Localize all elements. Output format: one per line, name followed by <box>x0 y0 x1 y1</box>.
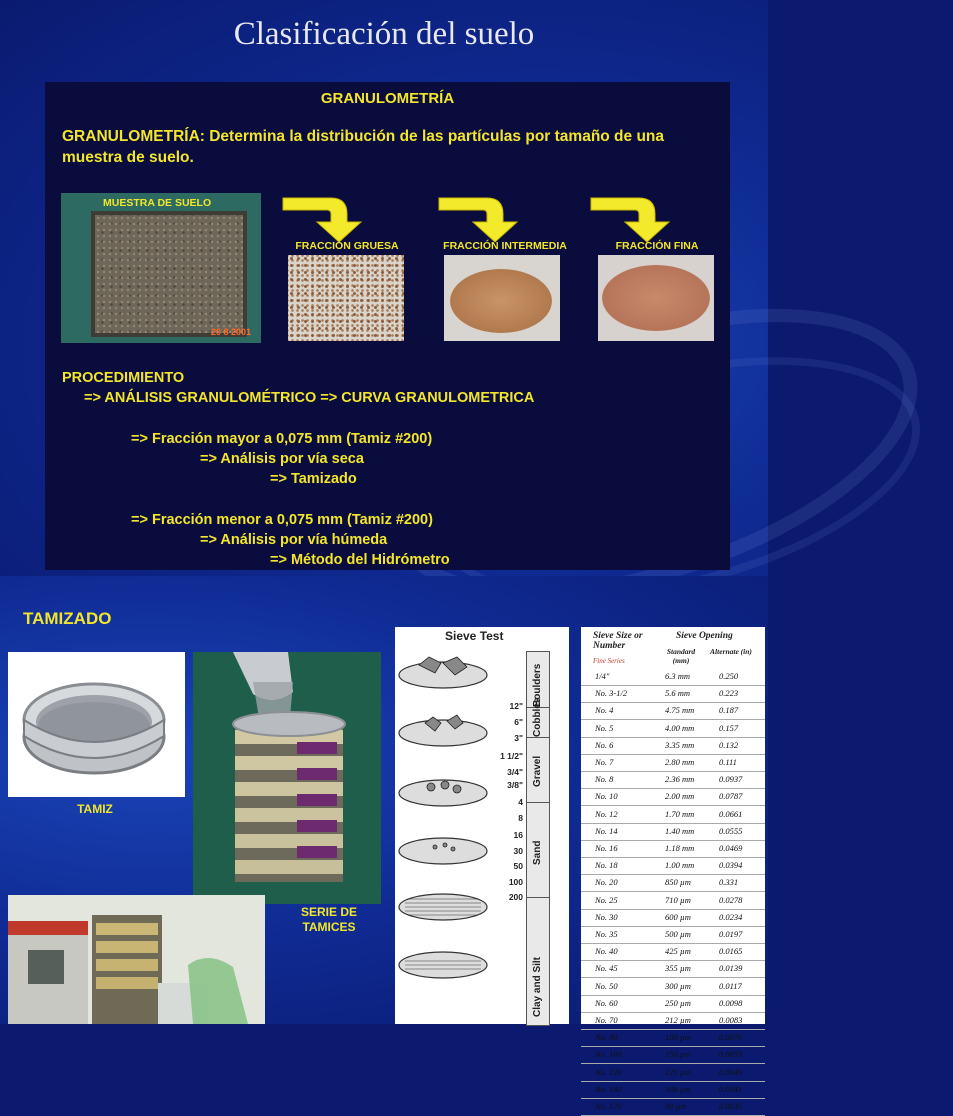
table-cell: No. 18 <box>595 860 618 871</box>
table-cell: No. 4 <box>595 705 614 716</box>
table-row <box>581 1098 765 1116</box>
table-cell: 0.0787 <box>719 791 743 802</box>
table-row <box>581 995 765 1013</box>
procedure-line: => Método del Hidrómetro <box>270 552 450 568</box>
table-cell: 0.0117 <box>719 980 742 991</box>
table-cell: 0.187 <box>719 705 739 716</box>
procedure-heading: PROCEDIMIENTO <box>62 370 185 386</box>
coarse-fraction-photo <box>288 255 404 341</box>
table-cell: 0.0937 <box>719 774 743 785</box>
table-cell: No. 3-1/2 <box>595 688 628 699</box>
table-row <box>581 892 765 910</box>
category-clay-silt: Clay and Silt <box>532 956 543 1017</box>
table-cell: 0.0139 <box>719 963 743 974</box>
table-cell: 0.0555 <box>719 825 743 836</box>
table-cell: 425 µm <box>665 946 691 957</box>
table-cell: 125 µm <box>665 1066 691 1077</box>
table-cell: 250 µm <box>665 997 691 1008</box>
table-cell: 0.250 <box>719 671 739 681</box>
sieve-series-photo <box>193 652 381 904</box>
table-row <box>581 943 765 961</box>
table-cell: 850 µm <box>665 877 691 888</box>
fraction-label-medium: FRACCIÓN INTERMEDIA <box>443 240 567 252</box>
table-cell: No. 25 <box>595 894 618 905</box>
caption-tamiz: TAMIZ <box>77 802 113 816</box>
arrow-icon <box>437 194 527 244</box>
fine-series-label: Fine Series <box>593 657 625 665</box>
table-row <box>581 926 765 944</box>
table-cell: 5.6 mm <box>665 688 691 699</box>
table-cell: 0.0234 <box>719 911 743 922</box>
table-cell: 1.18 mm <box>665 843 695 853</box>
tick-label: 100 <box>508 877 523 887</box>
table-header-size: Sieve Size or Number <box>593 631 643 651</box>
table-cell: 90 µm <box>665 1101 687 1111</box>
procedure-line: => Análisis por vía seca <box>200 451 364 467</box>
table-row <box>581 737 765 755</box>
table-cell: 1.70 mm <box>665 808 695 819</box>
table-cell: 1.40 mm <box>665 825 695 836</box>
table-cell: 0.0469 <box>719 843 743 853</box>
table-cell: 0.223 <box>719 688 739 699</box>
tick-label: 3/4" <box>507 767 523 777</box>
table-row <box>581 978 765 996</box>
table-cell: No. 120 <box>595 1066 622 1077</box>
table-cell: No. 20 <box>595 877 618 888</box>
table-row <box>581 720 765 738</box>
table-cell: No. 60 <box>595 997 618 1008</box>
table-cell: 106 µm <box>665 1083 691 1094</box>
table-row <box>581 806 765 824</box>
table-cell: 150 µm <box>665 1049 691 1060</box>
table-cell: No. 7 <box>595 757 614 767</box>
table-cell: 600 µm <box>665 911 691 922</box>
photo-date-stamp: 20 8 2001 <box>210 327 251 337</box>
table-cell: 2.00 mm <box>665 791 695 802</box>
table-cell: 300 µm <box>665 980 691 991</box>
table-cell: 1/4" <box>595 671 610 681</box>
table-header-opening: Sieve Opening <box>676 631 733 641</box>
table-row <box>581 823 765 841</box>
tick-label: 8 <box>518 813 523 823</box>
table-cell: 0.0661 <box>719 808 743 819</box>
table-row <box>581 685 765 703</box>
table-row <box>581 668 765 686</box>
category-sand: Sand <box>532 840 543 865</box>
table-row <box>581 702 765 720</box>
table-row <box>581 771 765 789</box>
table-cell: No. 80 <box>595 1032 618 1043</box>
medium-fraction-photo <box>444 255 560 341</box>
table-row <box>581 754 765 772</box>
tick-label: 6" <box>514 717 523 727</box>
tick-label: 30 <box>513 846 523 856</box>
table-cell: No. 100 <box>595 1049 622 1060</box>
tick-label: 50 <box>513 861 523 871</box>
procedure-line: => Tamizado <box>270 471 357 487</box>
table-row <box>581 1012 765 1030</box>
tick-label: 3" <box>514 733 523 743</box>
table-cell: No. 16 <box>595 843 618 853</box>
tick-label: 200 <box>508 892 523 902</box>
fine-fraction-photo <box>598 255 714 341</box>
tick-label: 12" <box>509 701 523 711</box>
arrow-icon <box>589 194 679 244</box>
sample-label: MUESTRA DE SUELO <box>103 197 212 209</box>
sieve-photo <box>8 652 185 797</box>
table-cell: No. 35 <box>595 929 618 939</box>
table-cell: No. 14 <box>595 825 618 836</box>
table-subheader-alternate: Alternate (in) <box>710 647 752 656</box>
slide-title: Clasificación del suelo <box>233 16 535 52</box>
table-cell: No. 10 <box>595 791 618 802</box>
table-cell: No. 6 <box>595 739 614 750</box>
procedure-line: => Análisis por vía húmeda <box>200 532 388 548</box>
table-cell: 0.0165 <box>719 946 743 957</box>
table-cell: 710 µm <box>665 894 691 905</box>
table-cell: No. 30 <box>595 911 618 922</box>
table-cell: No. 5 <box>595 722 614 733</box>
table-cell: 6.3 mm <box>665 671 691 681</box>
table-cell: 355 µm <box>665 963 691 974</box>
table-cell: 4.75 mm <box>665 705 695 716</box>
category-cobbles: Cobbles <box>532 697 543 737</box>
table-cell: 0.0059 <box>719 1049 743 1060</box>
sieve-size-table <box>581 627 765 1111</box>
table-cell: 4.00 mm <box>665 722 695 733</box>
tick-label: 1 1/2" <box>500 751 523 761</box>
table-row <box>581 1081 765 1099</box>
table-cell: 0.0394 <box>719 860 743 871</box>
table-cell: No. 170 <box>595 1101 622 1111</box>
granulometria-panel <box>45 82 730 570</box>
sieve-shaker-photo <box>8 895 265 1024</box>
tick-label: 3/8" <box>507 780 523 790</box>
table-cell: No. 50 <box>595 980 618 991</box>
table-cell: 0.0083 <box>719 1015 743 1025</box>
tick-label: 4 <box>518 797 523 807</box>
table-cell: 0.0035 <box>719 1101 743 1111</box>
table-cell: 0.0197 <box>719 929 743 939</box>
table-row <box>581 909 765 927</box>
procedure-line: => Fracción menor a 0,075 mm (Tamiz #200) <box>131 512 433 528</box>
soil-sample-photo <box>61 193 261 343</box>
table-cell: 0.111 <box>719 757 737 767</box>
table-cell: 0.0049 <box>719 1066 743 1077</box>
table-cell: 0.331 <box>719 877 739 888</box>
table-cell: 2.36 mm <box>665 774 695 785</box>
table-cell: No. 140 <box>595 1083 622 1094</box>
table-cell: 0.0098 <box>719 997 743 1008</box>
procedure-line: => ANÁLISIS GRANULOMÉTRICO => CURVA GRANULOMETRICA <box>84 390 535 406</box>
table-cell: 0.0278 <box>719 894 743 905</box>
table-row <box>581 1029 765 1047</box>
caption-serie: SERIE DE TAMICES <box>300 905 357 934</box>
table-cell: 212 µm <box>665 1015 691 1025</box>
category-gravel: Gravel <box>532 755 543 787</box>
table-row <box>581 960 765 978</box>
sieve-test-title: Sieve Test <box>445 629 504 643</box>
tick-label: 16 <box>513 830 523 840</box>
table-row <box>581 788 765 806</box>
panel-heading: GRANULOMETRÍA <box>320 90 455 107</box>
category-boulders: Boulders <box>532 663 543 707</box>
table-cell: No. 45 <box>595 963 618 974</box>
table-cell: 0.132 <box>719 739 739 750</box>
sieve-test-diagram <box>395 627 569 1024</box>
fraction-label-fine: FRACCIÓN FINA <box>615 240 699 252</box>
table-cell: 0.0070 <box>719 1032 743 1043</box>
table-cell: 2.80 mm <box>665 757 695 767</box>
table-cell: 1.00 mm <box>665 860 695 871</box>
table-cell: 0.0041 <box>719 1083 743 1094</box>
table-row <box>581 857 765 875</box>
table-row <box>581 1046 765 1064</box>
table-cell: No. 40 <box>595 946 618 957</box>
table-cell: 3.35 mm <box>665 739 695 750</box>
definition-text: GRANULOMETRÍA: Determina la distribución de las partículas por tamaño de una muestra de suelo. <box>62 128 665 166</box>
table-row <box>581 874 765 892</box>
table-row <box>581 840 765 858</box>
arrow-icon <box>281 194 371 244</box>
table-cell: No. 12 <box>595 808 618 819</box>
table-row <box>581 1064 765 1082</box>
slide-title-tamizado: TAMIZADO <box>23 609 112 628</box>
sieve-stack-illustration <box>395 645 495 1024</box>
table-cell: 180 µm <box>665 1032 691 1043</box>
soil-tray <box>91 211 247 337</box>
fraction-label-coarse: FRACCIÓN GRUESA <box>295 240 399 252</box>
table-cell: 0.157 <box>719 722 739 733</box>
table-cell: No. 70 <box>595 1015 618 1025</box>
table-subheader-standard: Standard (mm) <box>666 647 696 665</box>
table-cell: No. 8 <box>595 774 614 785</box>
table-cell: 500 µm <box>665 929 691 939</box>
procedure-line: => Fracción mayor a 0,075 mm (Tamiz #200) <box>131 431 433 447</box>
